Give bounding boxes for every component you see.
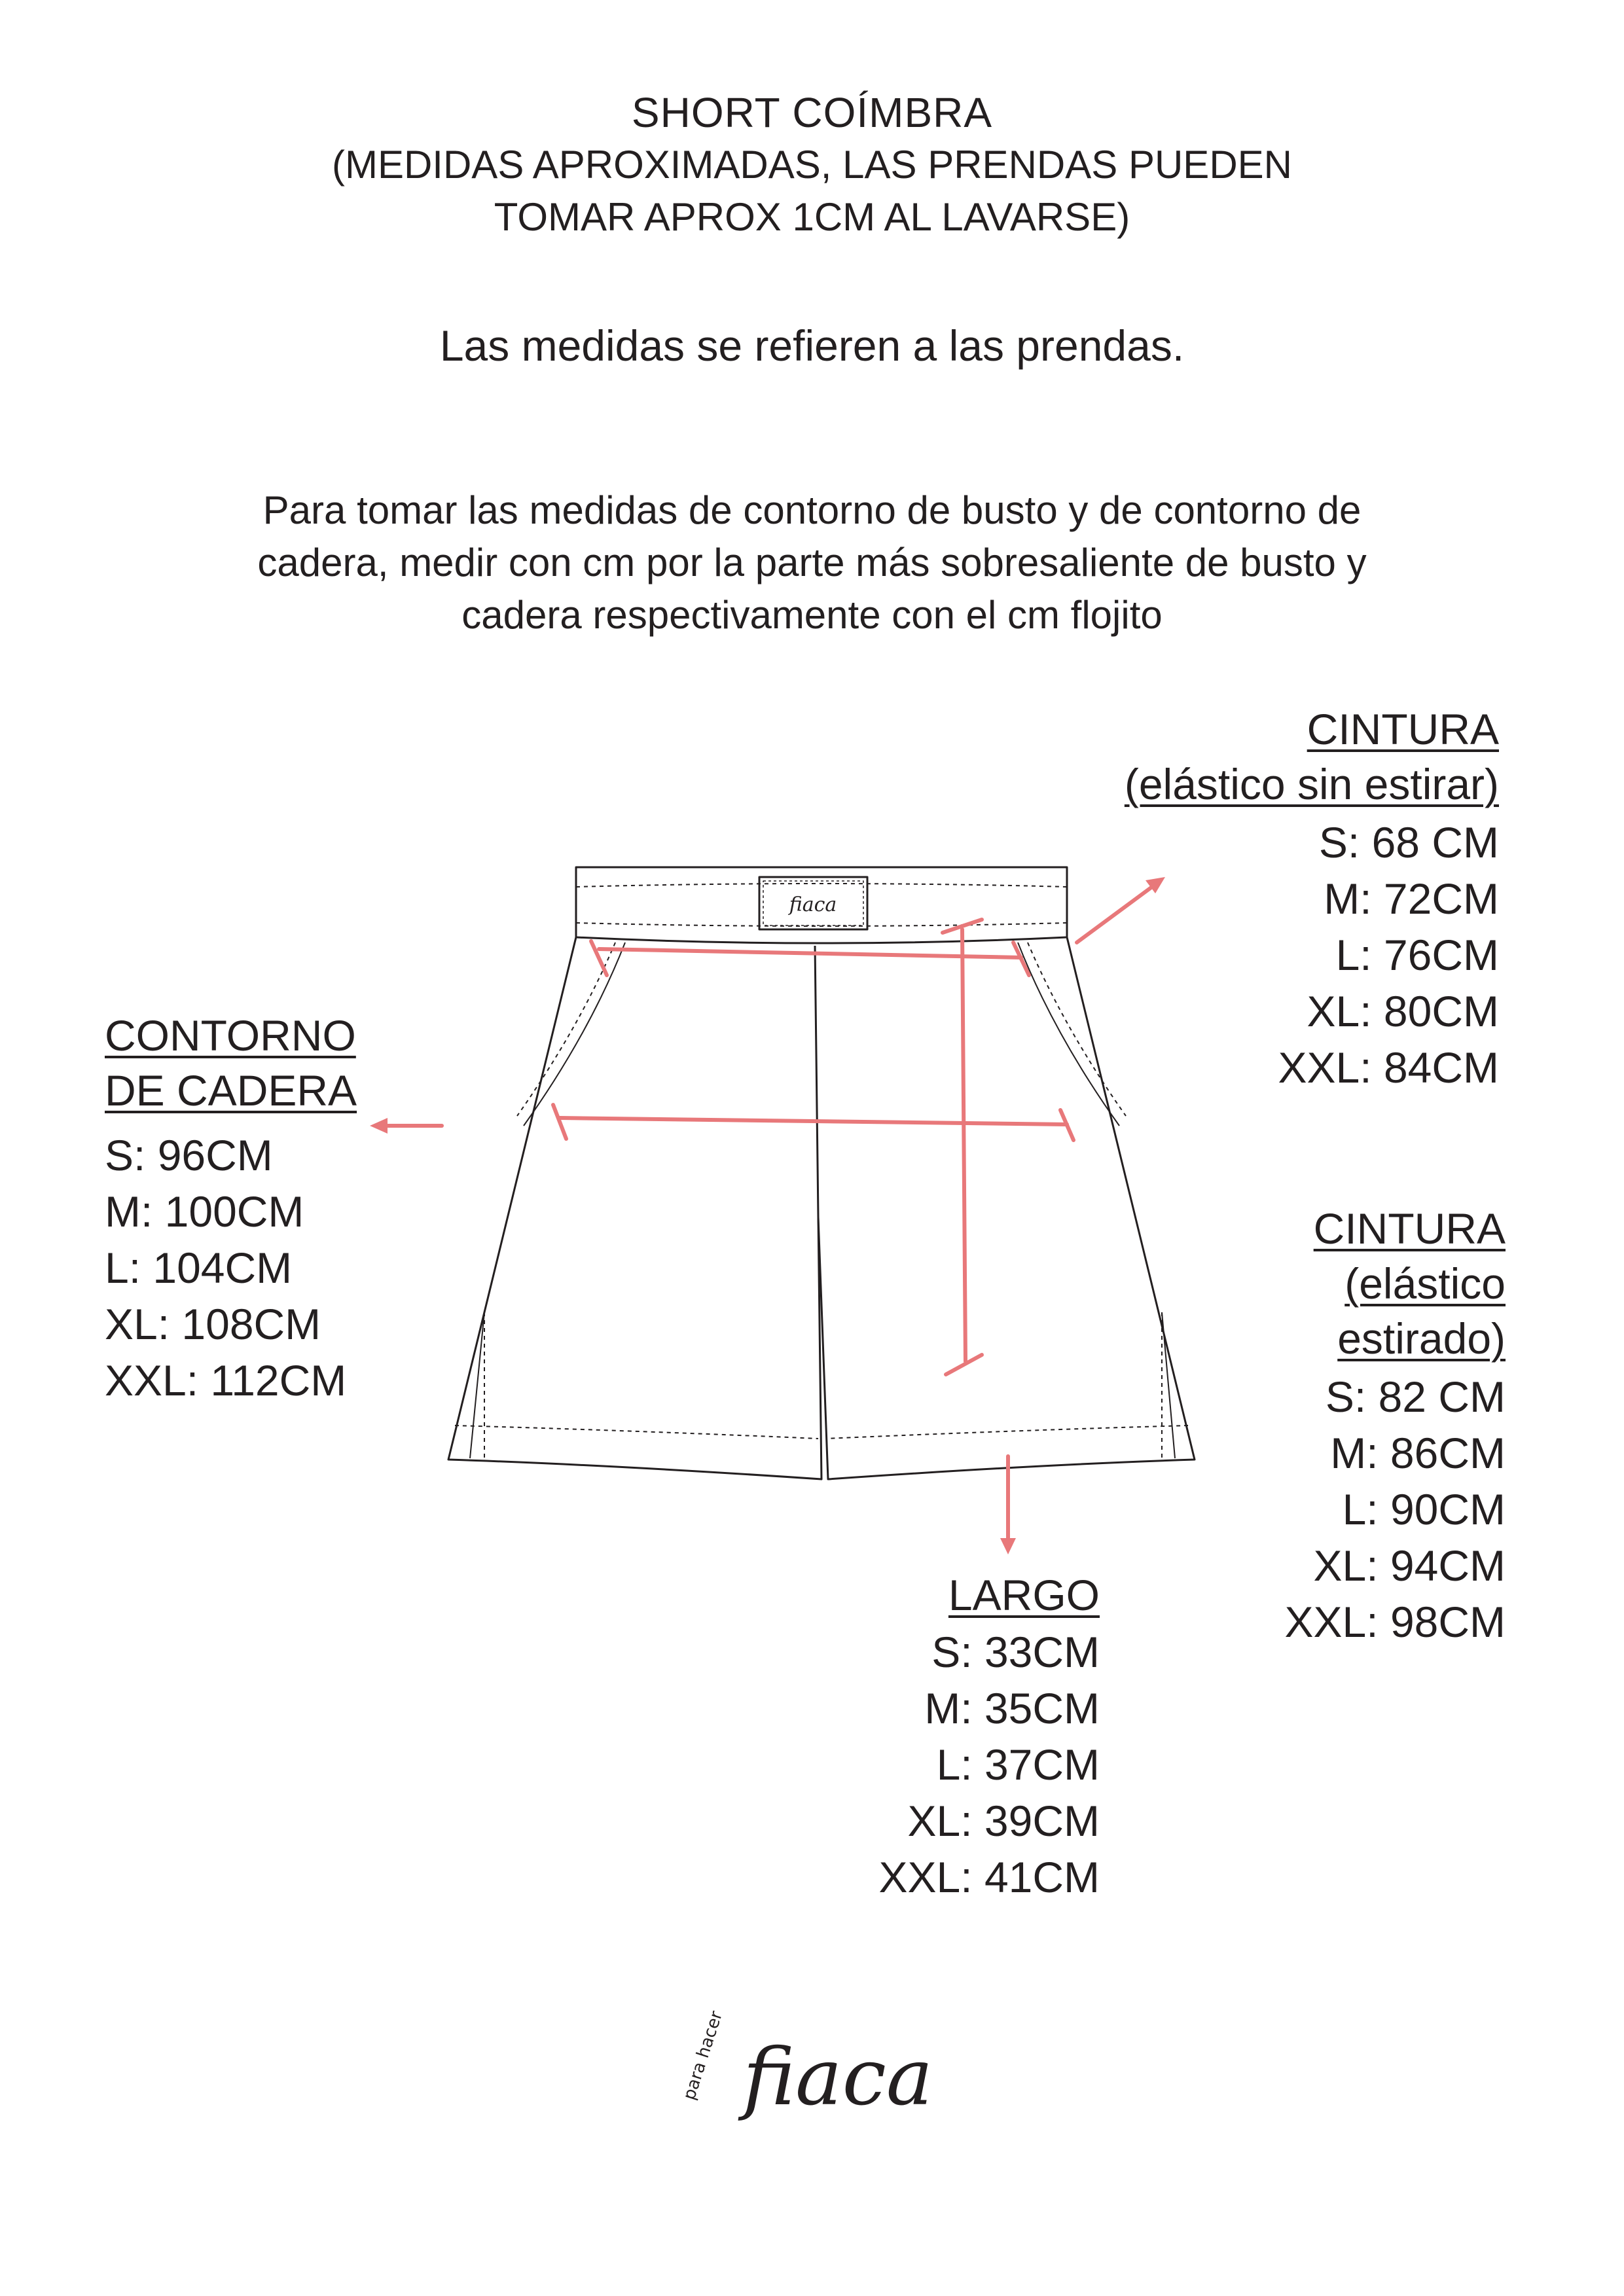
size-row: XXL: 112CM xyxy=(105,1356,347,1405)
size-row: S: 82 CM xyxy=(1325,1372,1506,1421)
largo-heading: LARGO xyxy=(948,1571,1100,1619)
size-row: S: 68 CM xyxy=(1318,818,1499,867)
size-row: M: 35CM xyxy=(924,1684,1100,1732)
cintura-relaxed-sizes xyxy=(1001,814,1499,1096)
size-row: XL: 80CM xyxy=(1307,987,1499,1035)
logo-small-text: para hacer xyxy=(679,2009,727,2103)
cintura-relaxed-heading: CINTURA xyxy=(1307,705,1499,753)
size-row: XXL: 41CM xyxy=(878,1853,1100,1901)
logo xyxy=(679,2009,933,2123)
size-row: L: 90CM xyxy=(1342,1485,1506,1534)
size-row: M: 100CM xyxy=(105,1187,304,1236)
size-row: S: 96CM xyxy=(105,1131,273,1179)
size-row: XL: 39CM xyxy=(907,1797,1100,1845)
hip-measure-line xyxy=(560,1118,1067,1124)
size-row: XL: 94CM xyxy=(1313,1541,1506,1590)
cintura-stretched-sizes xyxy=(1198,1369,1506,1650)
cintura-stretched-block xyxy=(1198,1201,1506,1650)
cadera-sizes xyxy=(105,1127,445,1408)
length-measure-line xyxy=(962,929,965,1361)
cintura-relaxed-block xyxy=(1001,702,1499,1096)
subtitle-line-2: TOMAR APROX 1CM AL LAVARSE) xyxy=(494,195,1130,239)
size-row: XL: 108CM xyxy=(105,1300,321,1348)
logo-brand-text: fiaca xyxy=(743,2032,933,2123)
size-row: L: 76CM xyxy=(1335,931,1499,979)
cadera-block xyxy=(105,1008,445,1408)
cintura-relaxed-note: (elástico sin estirar) xyxy=(1124,760,1499,808)
cintura-stretched-note-line-2: estirado) xyxy=(1337,1314,1506,1363)
size-row: L: 104CM xyxy=(105,1244,293,1292)
waistband-label-text: fiaca xyxy=(789,893,837,916)
size-row: L: 37CM xyxy=(936,1740,1100,1789)
size-row: M: 72CM xyxy=(1324,874,1499,923)
instructions-line-2: cadera, medir con cm por la parte más sobresaliente de busto y xyxy=(257,541,1367,584)
size-row: XXL: 84CM xyxy=(1278,1043,1499,1092)
cadera-heading-line-1: CONTORNO xyxy=(105,1011,356,1060)
lead-text: Las medidas se refieren a las prendas. xyxy=(439,321,1185,370)
instructions-line-1: Para tomar las medidas de contorno de busto y de contorno de xyxy=(262,488,1362,532)
size-row: M: 86CM xyxy=(1330,1429,1506,1477)
cadera-heading-line-2: DE CADERA xyxy=(105,1066,357,1115)
cintura-stretched-heading: CINTURA xyxy=(1313,1204,1506,1253)
cintura-stretched-note-line-1: (elástico xyxy=(1344,1259,1506,1308)
size-row: XXL: 98CM xyxy=(1284,1598,1506,1646)
left-leg xyxy=(448,937,821,1479)
size-row: S: 33CM xyxy=(931,1628,1100,1676)
page-title: SHORT COÍMBRA xyxy=(631,89,993,136)
largo-block xyxy=(838,1568,1100,1905)
waist-measure-line xyxy=(599,949,1021,958)
subtitle-line-1: (MEDIDAS APROXIMADAS, LAS PRENDAS PUEDEN xyxy=(331,143,1292,187)
instructions-line-3: cadera respectivamente con el cm flojito xyxy=(461,593,1163,637)
largo-sizes xyxy=(838,1624,1100,1905)
